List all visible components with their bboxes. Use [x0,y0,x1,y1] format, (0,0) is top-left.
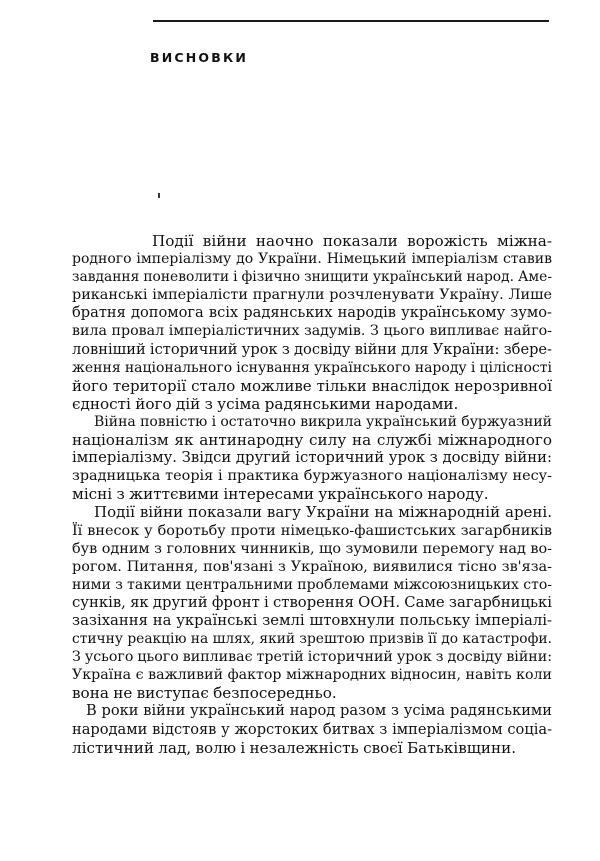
text-line: братня допомога всіх радянських народів українському зумо- [72,304,552,322]
text-line: зазіхання на українські землі штовхнули польську імперіалі- [72,611,552,629]
text-line: Війна повністю і остаточно викрила український буржуазний [94,413,552,430]
chapter-heading: ВИСНОВКИ [150,50,249,65]
print-speck [158,193,160,198]
text-line: З усього цього випливає третій історичний урок з досвіду війни: [72,649,552,666]
text-line: лістичний лад, волю і незалежність своєї Батьківщини. [72,738,517,757]
text-line: ловніший історичний урок з досвіду війни для України: збере- [72,340,552,358]
text-line: родного імперіалізму до України. Німецький імперіалізм ставив [72,251,552,268]
text-line: імперіалізму. Звідси другий історичний урок з досвіду війни: [72,449,552,467]
text-line: риканські імперіалісти прагнули розчленувати Україну. Лише [72,287,552,304]
text-line: зрадницька теорія і практика буржуазного націоналізму несу- [72,468,552,485]
text-line: вила провал імперіалістичних задумів. З цього випливає найго- [72,323,552,340]
paragraph [72,232,552,413]
text-line: стичну реакцію на шлях, який зрештою призвів її до катастрофи. [72,631,552,648]
text-line: Її внесок у боротьбу проти німецько-фашистських загарбників [72,522,552,539]
text-line: єдності його дій з усіма радянськими народами. [72,394,459,413]
text-line: завдання поневолити і фізично знищити український народ. Аме- [72,269,552,286]
paragraph [72,503,552,702]
text-line: націоналізм як антинародну силу на службі міжнародного [72,431,552,450]
body-text [72,232,552,757]
text-line: сунків, як другий фронт і створення ООН. Саме загарбницькі [72,593,552,611]
paragraph [72,413,552,503]
text-line: його території стало можливе тільки внаслідок нерозривної [72,376,552,395]
text-line: ними з такими центральними проблемами міжсоюзницьких сто- [72,576,552,593]
text-line: вона не виступає безпосередньо. [72,684,337,703]
text-line: ження національного існування українського народу і цілісності [72,359,552,376]
text-line: Україна є важливий фактор міжнародних відносин, навіть коли [72,667,552,684]
text-line: Події війни показали вагу України на міжнародній арені. [94,503,552,522]
text-line: Події війни наочно показали ворожість міжна- [152,232,552,250]
paragraph [72,702,552,756]
top-rule [153,20,549,22]
text-line: був одним з головних чинників, що зумовили перемогу над во- [72,540,552,557]
text-line: місні з життєвими інтересами українського народу. [72,485,489,504]
text-line: рогом. Питання, пов'язані з Україною, виявилися тісно зв'яза- [72,558,552,575]
text-line: народами відстояв у жорстоких битвах з імперіалізмом соціа- [72,720,552,738]
text-line: В роки війни український народ разом з усіма радянськими [86,702,552,720]
